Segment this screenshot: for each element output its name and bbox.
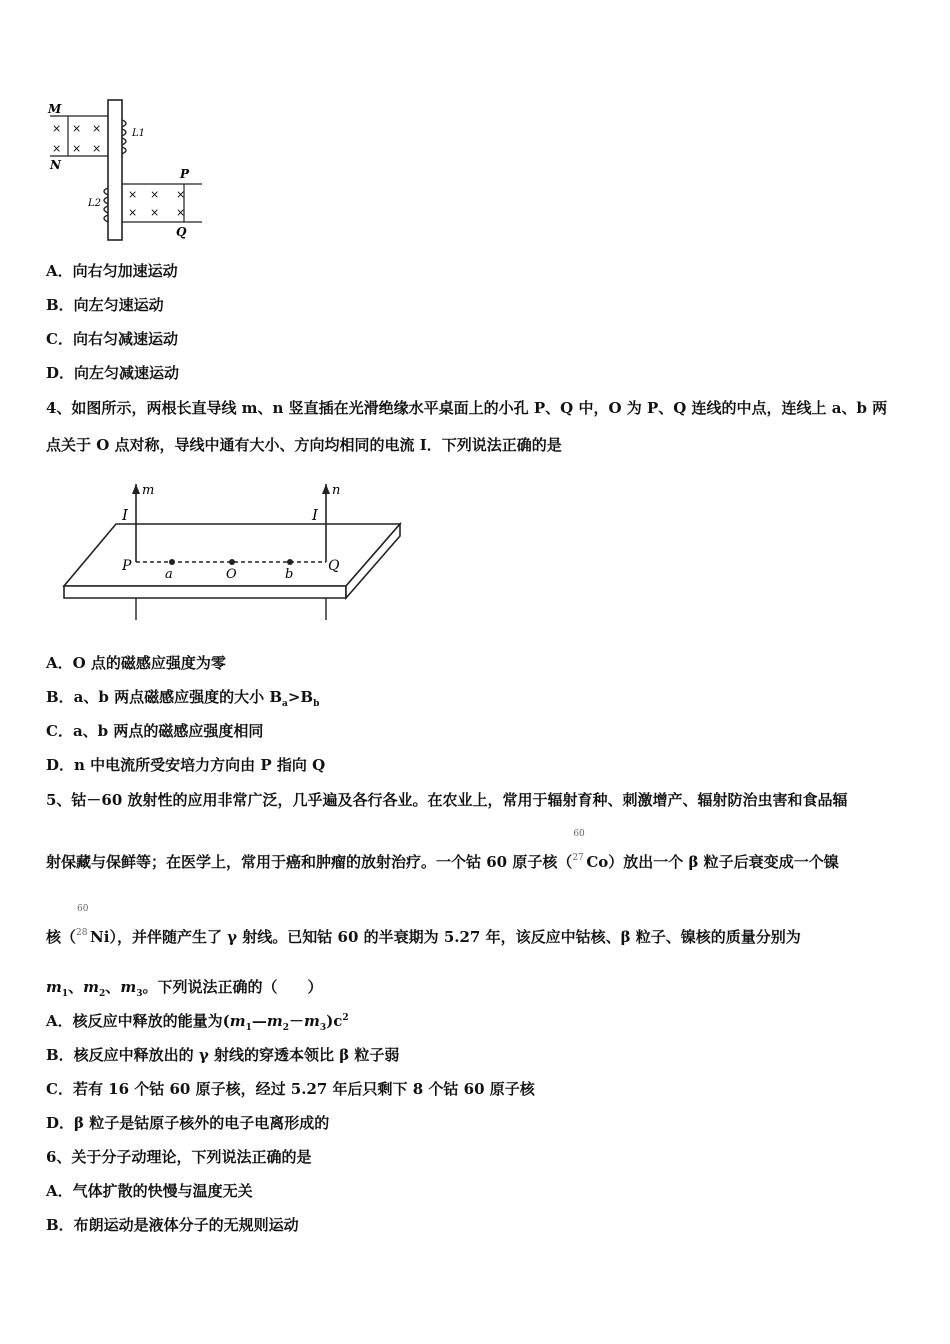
svg-text:×: × — [92, 142, 102, 155]
q5-option-a: A．核反应中释放的能量为$(m_1—m_2-m_3)c^2$ — [46, 1012, 349, 1033]
label-q: Q — [176, 225, 187, 239]
q4-option-b: B．a、b 两点磁感应强度的大小 $B_a>B_b$ — [46, 688, 320, 709]
label-n: N — [50, 158, 61, 172]
svg-text:×: × — [176, 206, 186, 219]
q4-stem-line2: 点关于 O 点对称，导线中通有大小、方向均相同的电流 I．下列说法正确的是 — [46, 436, 562, 454]
q5-stem-line4: $m_1$、$m_2$、$m_3$。下列说法正确的（ ） — [46, 978, 323, 999]
cobalt-nuclide: 60 27 — [572, 829, 585, 863]
q6-option-b: B．布朗运动是液体分子的无规则运动 — [46, 1216, 299, 1234]
svg-text:×: × — [52, 122, 62, 135]
label-i-right: I — [312, 506, 318, 524]
label-i-left: I — [122, 506, 128, 524]
q5-option-b: B．核反应中释放出的 γ 射线的穿透本领比 β 粒子弱 — [46, 1046, 400, 1064]
q4-stem-line1: 4、如图所示，两根长直导线 m、n 竖直插在光滑绝缘水平桌面上的小孔 P、Q 中，O 为 P、Q 连线的中点，连线上 a、b 两 — [46, 399, 888, 417]
svg-text:×: × — [150, 206, 160, 219]
q4-option-d: D．n 中电流所受安培力方向由 P 指向 Q — [46, 756, 326, 774]
label-q-hole: Q — [328, 558, 340, 574]
q6-option-a: A．气体扩散的快慢与温度无关 — [46, 1182, 253, 1200]
q3-coil-figure — [44, 98, 214, 246]
label-p-hole: P — [122, 558, 132, 574]
label-m: M — [48, 102, 62, 116]
svg-text:×: × — [92, 122, 102, 135]
label-l2: L2 — [88, 198, 102, 209]
q4-wires-figure — [56, 478, 406, 628]
q5-stem-line3: 核（ 60 28 Ni），并伴随产生了 γ 射线。已知钴 60 的半衰期为 5.27 年，该反应中钴核、β 粒子、镍核的质量分别为 — [46, 904, 801, 946]
label-l1: L1 — [132, 128, 146, 139]
svg-text:×: × — [72, 122, 82, 135]
label-o: O — [226, 567, 237, 582]
label-a: a — [165, 567, 173, 582]
svg-text:×: × — [72, 142, 82, 155]
label-m-wire: m — [142, 483, 155, 498]
q3-option-c: C．向右匀减速运动 — [46, 330, 178, 348]
q4-option-a: A．O 点的磁感应强度为零 — [46, 654, 226, 672]
svg-text:×: × — [128, 206, 138, 219]
q3-option-d: D．向左匀减速运动 — [46, 364, 180, 382]
q5-option-c: C．若有 16 个钴 60 原子核，经过 5.27 年后只剩下 8 个钴 60 原子核 — [46, 1080, 535, 1098]
label-b: b — [285, 567, 294, 582]
nickel-nuclide: 60 28 — [76, 904, 89, 938]
svg-text:×: × — [176, 188, 186, 201]
label-n-wire: n — [332, 483, 341, 498]
q5-option-d: D．β 粒子是钴原子核外的电子电离形成的 — [46, 1114, 330, 1132]
q4-option-c: C．a、b 两点的磁感应强度相同 — [46, 722, 264, 740]
label-p: P — [180, 167, 190, 181]
q3-option-b: B．向左匀速运动 — [46, 296, 164, 314]
svg-text:×: × — [150, 188, 160, 201]
svg-text:×: × — [128, 188, 138, 201]
q5-stem-line1: 5、钴－60 放射性的应用非常广泛，几乎遍及各行各业。在农业上，常用于辐射育种、刺激增产、辐射防治虫害和食品辐 — [46, 791, 848, 809]
q5-stem-line2: 射保藏与保鲜等；在医学上，常用于癌和肿瘤的放射治疗。一个钴 60 原子核（ 60 27 Co）放出一个 β 粒子后衰变成一个镍 — [46, 829, 839, 871]
q6-stem: 6、关于分子动理论，下列说法正确的是 — [46, 1148, 312, 1166]
svg-text:×: × — [52, 142, 62, 155]
q3-option-a: A．向右匀加速运动 — [46, 262, 178, 280]
